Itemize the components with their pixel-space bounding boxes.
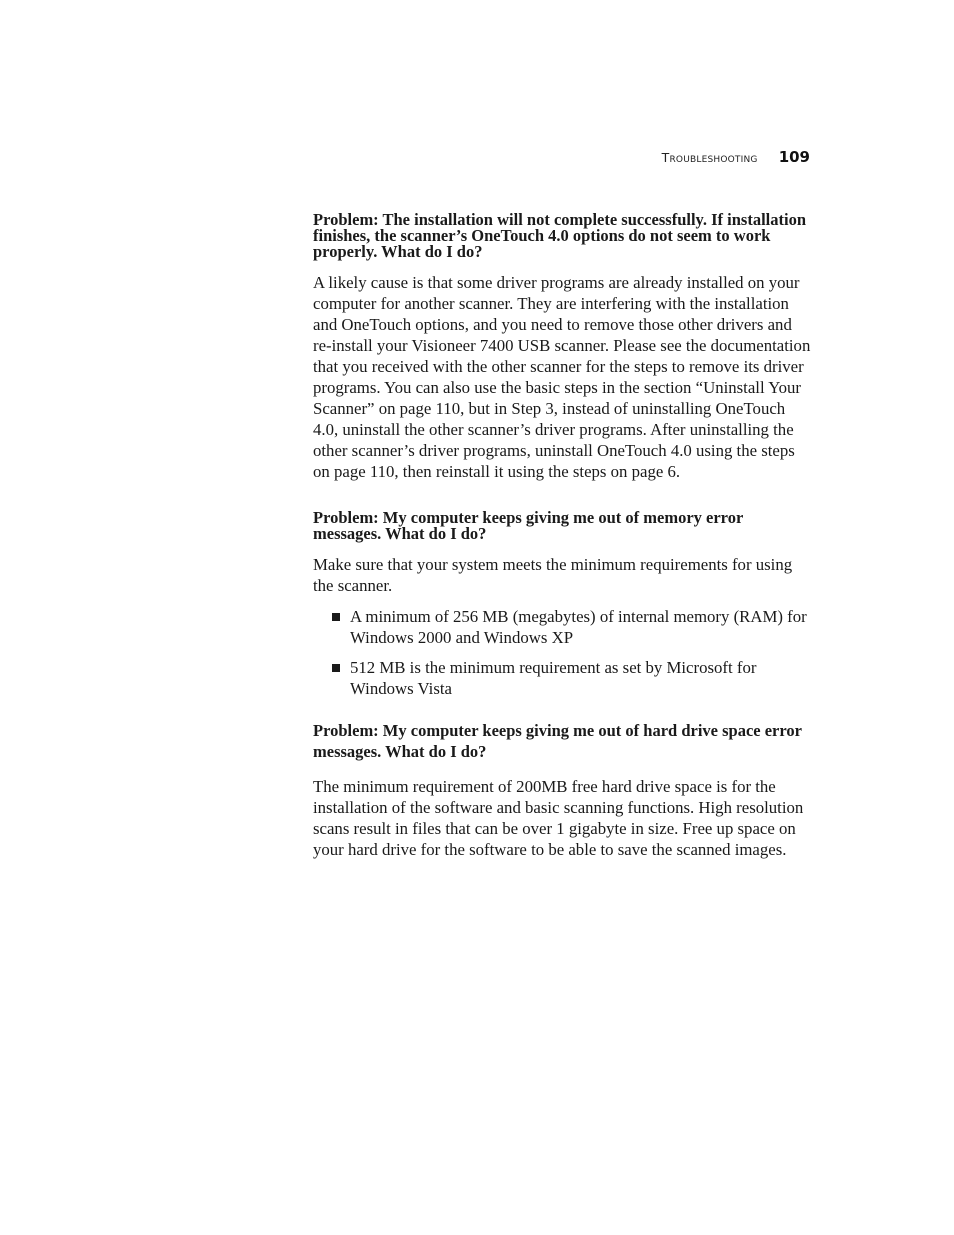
problem-heading: Problem: The installation will not complete successfully. If installation finishes, the scanner’s OneTouch 4.0 options do not seem to work properly. What do I do? xyxy=(313,210,807,261)
problem-heading: Problem: My computer keeps giving me out of memory error messages. What do I do? xyxy=(313,508,743,543)
problem-section-memory xyxy=(313,510,811,699)
requirements-list xyxy=(313,606,811,699)
solution-paragraph: The minimum requirement of 200MB free hard drive space is for the installation of the software and basic scanning functions. High resolution scans result in files that can be over 1 gigabyte in size. Free up space on your hard drive for the software to be able to save the scanned images. xyxy=(313,777,804,859)
solution-paragraph: A likely cause is that some driver programs are already installed on your computer for another scanner. They are interfering with the installation and OneTouch options, and you need to remove those other drivers and re-install your Visioneer 7400 USB scanner. Please see the documentation that you received with the other scanner for the steps to remove its driver programs. You can also use the basic steps in the section “Uninstall Your Scanner” on page 110, but in Step 3, instead of uninstalling OneTouch 4.0, uninstall the other scanner’s driver programs. After uninstalling the other scanner’s driver programs, uninstall OneTouch 4.0 using the steps on page 110, then reinstall it using the steps on page 6. xyxy=(313,273,811,481)
problem-section-disk-space xyxy=(313,720,811,860)
list-item xyxy=(313,657,811,699)
problem-heading: Problem: My computer keeps giving me out of hard drive space error messages. What do I do? xyxy=(313,721,802,761)
running-header xyxy=(560,147,810,166)
running-title: Troubleshooting xyxy=(661,150,758,165)
page-number: 109 xyxy=(778,148,810,166)
page-content xyxy=(313,212,811,860)
list-item-text: A minimum of 256 MB (megabytes) of internal memory (RAM) for Windows 2000 and Windows XP xyxy=(350,607,807,647)
square-bullet-icon xyxy=(332,613,340,621)
problem-section-installation xyxy=(313,212,811,482)
list-item xyxy=(313,606,811,648)
solution-paragraph: Make sure that your system meets the minimum requirements for using the scanner. xyxy=(313,555,793,595)
square-bullet-icon xyxy=(332,664,340,672)
list-item-text: 512 MB is the minimum requirement as set by Microsoft for Windows Vista xyxy=(350,658,757,698)
